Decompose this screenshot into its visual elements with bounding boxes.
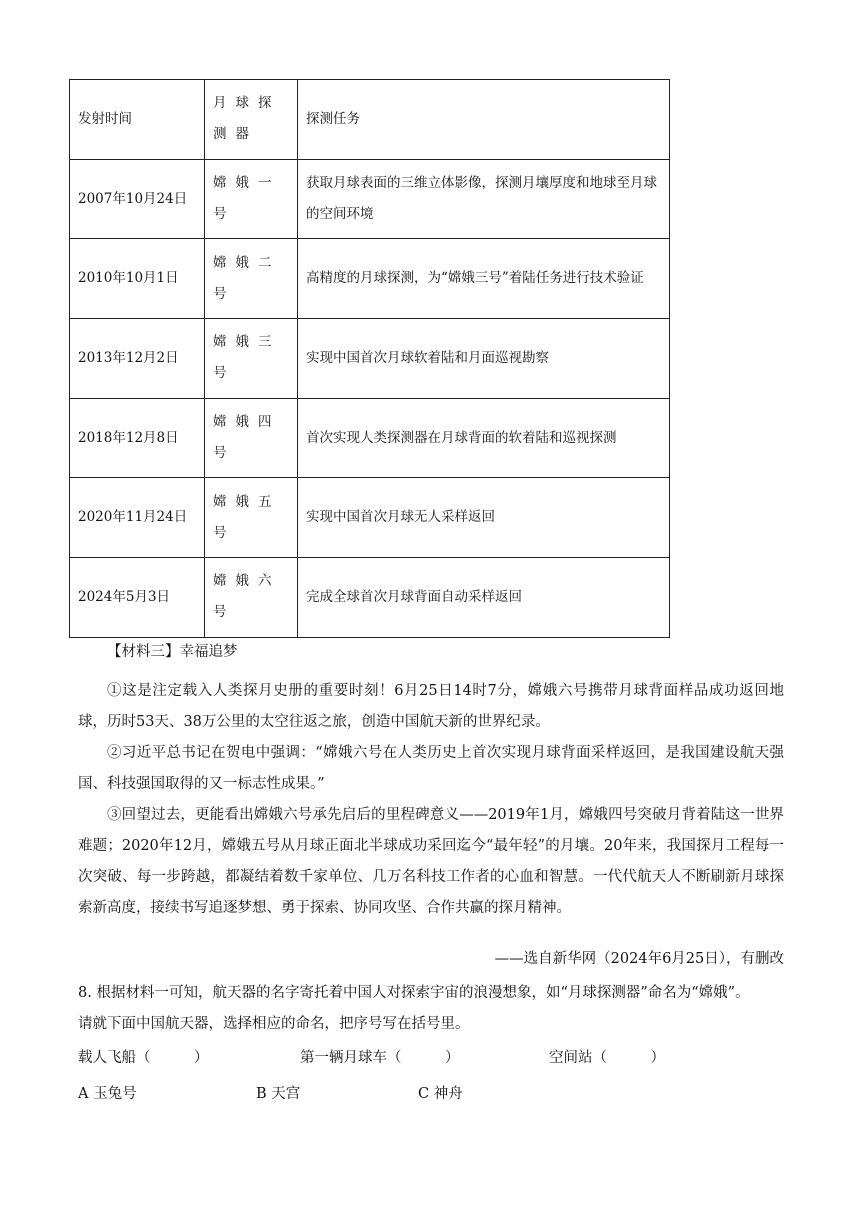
table-row: [70, 239, 670, 319]
question-stem-line1: 8. 根据材料一可知，航天器的名字寄托着中国人对探索宇宙的浪漫想象，如“月球探测器”命名为“嫦娥”。: [78, 985, 750, 1001]
row-task: 实现中国首次月球无人采样返回: [298, 478, 670, 558]
question-stem-line2: 请就下面中国航天器，选择相应的命名，把序号写在括号里。: [78, 1016, 470, 1032]
source-citation: ——选自新华网（2024年6月25日），有删改: [494, 951, 784, 967]
blank-first-lunar-rover[interactable]: 第一辆月球车（ ）: [300, 1050, 460, 1066]
blank-crewed-spacecraft[interactable]: 载人飞船（ ）: [78, 1050, 209, 1066]
paragraph-1: ①这是注定载入人类探月史册的重要时刻！6月25日14时7分，嫦娥六号携带月球背面样品成功返回地球，历时53天、38万公里的太空往返之旅，创造中国航天新的世界纪录。: [78, 683, 784, 730]
row-date: 2020年11月24日: [70, 478, 205, 558]
row-probe: 嫦娥二号: [205, 239, 298, 319]
row-task: 首次实现人类探测器在月球背面的软着陆和巡视探测: [298, 398, 670, 478]
row-probe: 嫦娥五号: [205, 478, 298, 558]
paragraph-3: ③回望过去，更能看出嫦娥六号承先启后的里程碑意义——2019年1月，嫦娥四号突破月背着陆这一世界难题；2020年12月，嫦娥五号从月球正面北半球成功采回迄今“最年轻”的月壤。20年来，我国探月工程每一次突破、每一步跨越，都凝结着数千家单位、几万名科技工作者的心血和智慧。一代代航天人不断刷新月球探索新高度，接续书写追逐梦想、勇于探索、协同攻坚、合作共赢的探月精神。: [78, 807, 784, 916]
option-c: C 神舟: [418, 1086, 463, 1102]
header-probe: 月球探测器: [205, 80, 298, 160]
table-row: [70, 558, 670, 638]
paragraph-2: ②习近平总书记在贺电中强调：“嫦娥六号在人类历史上首次实现月球背面采样返回，是我国建设航天强国、科技强国取得的又一标志性成果。”: [78, 745, 784, 792]
table-row: [70, 478, 670, 558]
table-row: [70, 319, 670, 399]
row-date: 2013年12月2日: [70, 319, 205, 399]
option-a: A 玉兔号: [78, 1086, 137, 1102]
option-b: B 天宫: [256, 1086, 301, 1102]
row-task: 实现中国首次月球软着陆和月面巡视勘察: [298, 319, 670, 399]
row-date: 2024年5月3日: [70, 558, 205, 638]
row-date: 2010年10月1日: [70, 239, 205, 319]
row-probe: 嫦娥三号: [205, 319, 298, 399]
row-date: 2007年10月24日: [70, 159, 205, 239]
material-heading: 【材料三】幸福追梦: [107, 644, 238, 660]
row-probe: 嫦娥一号: [205, 159, 298, 239]
row-date: 2018年12月8日: [70, 398, 205, 478]
row-probe: 嫦娥六号: [205, 558, 298, 638]
probe-table: [69, 79, 670, 638]
row-probe: 嫦娥四号: [205, 398, 298, 478]
header-task: 探测任务: [298, 80, 670, 160]
table-row: [70, 159, 670, 239]
table-row: [70, 398, 670, 478]
row-task: 完成全球首次月球背面自动采样返回: [298, 558, 670, 638]
row-task: 获取月球表面的三维立体影像，探测月壤厚度和地球至月球的空间环境: [298, 159, 670, 239]
blank-space-station[interactable]: 空间站（ ）: [549, 1050, 665, 1066]
row-task: 高精度的月球探测，为“嫦娥三号”着陆任务进行技术验证: [298, 239, 670, 319]
header-date: 发射时间: [70, 80, 205, 160]
table-header-row: [70, 80, 670, 160]
